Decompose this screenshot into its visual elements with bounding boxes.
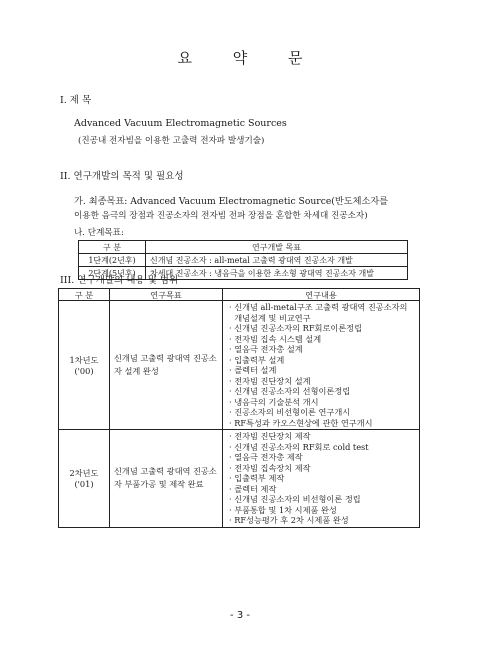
list-item: · 신개념 진공소자의 RF회로이론정립 bbox=[229, 323, 362, 333]
list-item: · RF성능평가 후 2차 시제품 완성 bbox=[229, 515, 349, 525]
table-row bbox=[59, 430, 420, 528]
list-item: · 신개념 진공소자의 RF회로 cold test bbox=[229, 441, 369, 452]
goal-cell: 차세대 진공소자 : 냉음극을 이용한 초소형 광대역 진공소자 개발 bbox=[146, 267, 408, 280]
goal-cell: 신개념 고출력 광대역 진공소자 설계 완성 bbox=[110, 301, 223, 430]
list-item: · 전자빔 집속장치 제작 bbox=[229, 462, 311, 473]
title-korean: (진공내 전자빔을 이용한 고출력 전자파 발생기술) bbox=[78, 136, 265, 146]
list-item: · 신개념 진공소자의 선형이론정립 bbox=[229, 386, 351, 396]
list-item: · 입출력부 제작 bbox=[229, 473, 285, 483]
table-row bbox=[59, 301, 420, 430]
list-item: · 콜렉터 제작 bbox=[229, 483, 277, 494]
content-col-header: 연구내용 bbox=[223, 289, 420, 301]
research-content-table bbox=[58, 288, 420, 528]
page-title: 요 약 문 bbox=[177, 49, 321, 67]
section1-heading: I. 제 목 bbox=[60, 95, 92, 106]
goal-col-header: 연구목표 bbox=[110, 289, 223, 301]
year-sub-label: ('00) bbox=[74, 365, 94, 376]
list-item: · 입출력부 설계 bbox=[229, 354, 285, 365]
list-item: · 전자빔 집속 시스템 설계 bbox=[229, 333, 322, 344]
list-item: · 진공소자의 비선형이론 연구개시 bbox=[229, 407, 351, 417]
list-item: · 냉음극의 기술분석 개시 bbox=[229, 396, 319, 407]
list-item: · 열음극 전자총 제작 bbox=[229, 452, 303, 462]
list-item: · 열음극 전자총 설계 bbox=[229, 344, 303, 354]
goal-cell: 신개념 진공소자 : all-metal 고출력 광대역 진공소자 개발 bbox=[146, 254, 408, 267]
stage-cell: 1단계(2년후) bbox=[79, 254, 146, 267]
list-item: 개념설계 및 비교연구 bbox=[229, 312, 311, 323]
page-number: - 3 - bbox=[230, 610, 250, 621]
content-cell bbox=[223, 301, 420, 430]
stage-table-header-row bbox=[79, 241, 408, 254]
list-item: · 신개념 진공소자의 비선형이론 정립 bbox=[229, 494, 361, 504]
year-cell bbox=[59, 301, 110, 430]
list-item: · 신개념 all-metal구조 고출력 광대역 진공소자의 bbox=[229, 302, 408, 312]
list-item: · 전자빔 진단장치 설계 bbox=[229, 375, 311, 386]
goal-col-header: 연구개발 목표 bbox=[146, 241, 408, 254]
year-label: 1차년도 bbox=[69, 354, 99, 365]
stage-goal-heading: 나. 단계목표: bbox=[74, 228, 124, 238]
content-cell bbox=[223, 430, 420, 528]
stage-cell: 2단계(5년후) bbox=[79, 267, 146, 280]
research-table-header-row bbox=[59, 289, 420, 301]
final-goal-line2: 이용한 음극의 장점과 진공소자의 전자빔 전파 장점을 혼합한 차세대 진공소자) bbox=[74, 211, 368, 221]
table-row bbox=[79, 254, 408, 267]
list-item: · 콜렉터 설계 bbox=[229, 365, 277, 375]
stage-col-header: 구 분 bbox=[79, 241, 146, 254]
year-col-header: 구 분 bbox=[59, 289, 110, 301]
year-sub-label: ('01) bbox=[74, 478, 94, 489]
section3-heading: III. 연구개발의 내용 및 범위 bbox=[60, 275, 179, 286]
year-label: 2차년도 bbox=[69, 467, 99, 478]
list-item: · 부품통합 및 1차 시제품 완성 bbox=[229, 504, 337, 515]
year-cell bbox=[59, 430, 110, 528]
final-goal-line1: 가. 최종목표: Advanced Vacuum Electromagnetic Source(반도체소자를 bbox=[74, 196, 389, 207]
goal-cell: 신개념 고출력 광대역 진공소자 부품가공 및 제작 완료 bbox=[110, 430, 223, 528]
section2-heading: II. 연구개발의 목적 및 필요성 bbox=[60, 171, 184, 182]
list-item: · 전자빔 진단장치 제작 bbox=[229, 431, 311, 441]
title-english: Advanced Vacuum Electromagnetic Sources bbox=[74, 118, 287, 129]
list-item: · RF특성과 카오스현상에 관한 연구개시 bbox=[229, 417, 373, 428]
